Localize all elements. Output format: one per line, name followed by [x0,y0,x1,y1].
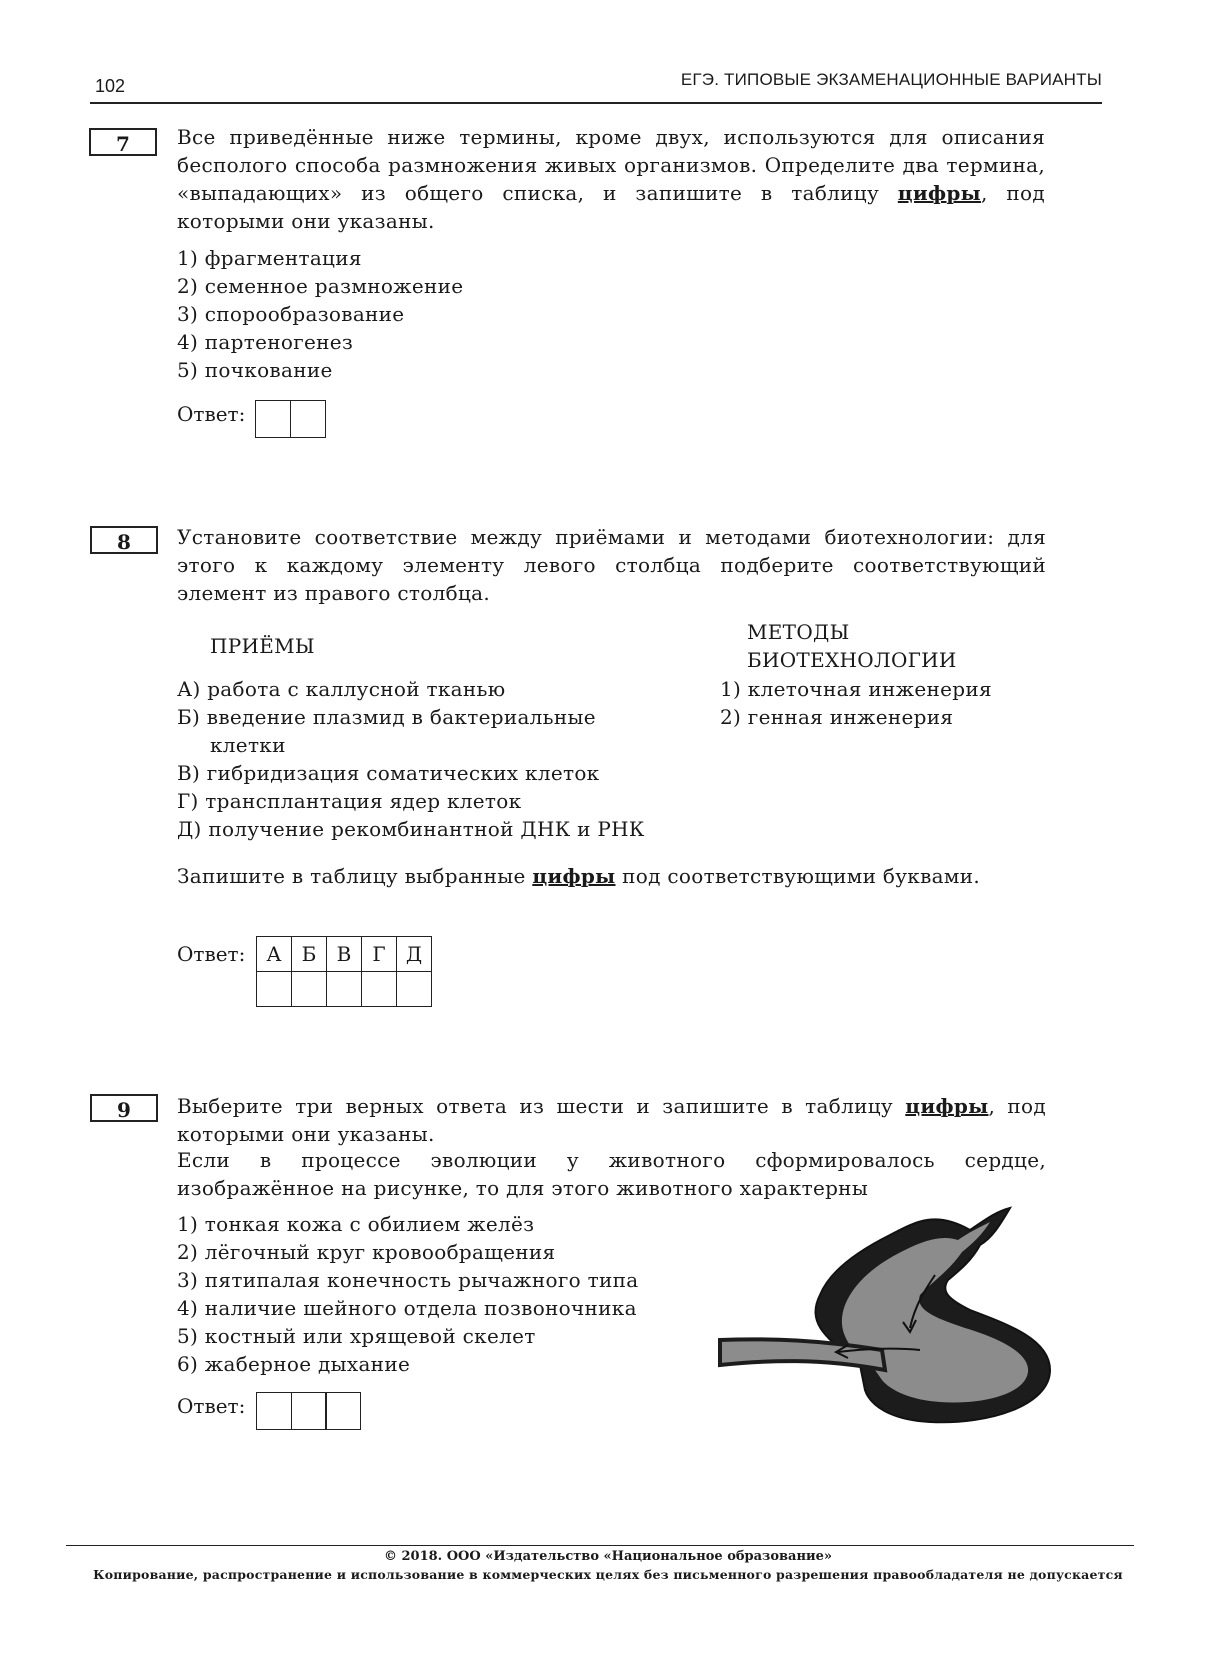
answer-cell[interactable] [397,972,432,1007]
answer-cell[interactable] [325,1392,361,1430]
left-item: Г) трансплантация ядер клеток [177,789,522,813]
right-item: 1) клеточная инженерия [720,677,992,701]
answer-cell[interactable] [362,972,397,1007]
answer-cell[interactable] [292,972,327,1007]
task-7-text-emphasis: цифры [897,181,981,205]
right-column-header [747,618,957,674]
footer-notice: Копирование, распространение и использование в коммерческих целях без письменного разрешения правообладателя не допускается [93,1567,1123,1582]
task-9-text-part: , под которыми они указаны. [177,1094,1047,1146]
fish-heart-illustration [710,1200,1070,1435]
task-9-text-emphasis: цифры [905,1094,989,1118]
task-9-answer-label: Ответ: [177,1394,246,1418]
right-header-line: БИОТЕХНОЛОГИИ [747,648,957,672]
option-item: 4) партеногенез [177,330,354,354]
answer-cell[interactable] [290,400,326,438]
option-item: 6) жаберное дыхание [177,1352,411,1376]
instruction-part: Запишите в таблицу выбранные [177,864,533,888]
right-column-items [720,675,992,731]
option-item: 4) наличие шейного отдела позвоночника [177,1296,637,1320]
answer-cell[interactable] [327,972,362,1007]
left-item: Б) введение плазмид в бактериальные [177,705,596,729]
option-item: 2) лёгочный круг кровообращения [177,1240,556,1264]
task-7-text-part: Все приведённые ниже термины, кроме двух, используются для описания бесполого способа размножения живых организмов. Определите два термина, «выпадающих» из общего списка, и запишите в таблицу [177,125,1045,205]
option-item: 2) семенное размножение [177,274,464,298]
left-column-items [177,675,645,843]
option-item: 1) тонкая кожа с обилием желёз [177,1212,535,1236]
running-header: ЕГЭ. ТИПОВЫЕ ЭКЗАМЕНАЦИОННЫЕ ВАРИАНТЫ [680,70,1102,89]
left-item: Д) получение рекомбинантной ДНК и РНК [177,817,645,841]
table-header-row [257,937,432,972]
task-9-answer-cells[interactable] [256,1392,361,1430]
left-item-continuation: клетки [210,733,286,757]
task-7-text-part: , под которыми они указаны. [177,181,1045,233]
option-item: 5) почкование [177,358,333,382]
table-letter: Б [292,937,327,972]
table-letter: Д [397,937,432,972]
answer-cell[interactable] [291,1392,327,1430]
task-7-number: 7 [89,128,157,156]
task-9-text [177,1092,1046,1148]
option-item: 3) пятипалая конечность рычажного типа [177,1268,639,1292]
task-8-number: 8 [90,526,158,554]
table-letter: В [327,937,362,972]
header-divider [90,102,1102,104]
task-7-answer-cells[interactable] [255,400,326,438]
table-answer-row [257,972,432,1007]
left-item: В) гибридизация соматических клеток [177,761,600,785]
option-item: 5) костный или хрящевой скелет [177,1324,536,1348]
page-number: 102 [95,76,126,96]
answer-cell[interactable] [256,1392,292,1430]
footer-divider [66,1545,1134,1546]
task-8-instruction [177,862,980,890]
table-letter: А [257,937,292,972]
task-9-text-part: Выберите три верных ответа из шести и запишите в таблицу [177,1094,906,1118]
task-9-number: 9 [90,1094,158,1122]
right-item: 2) генная инженерия [720,705,954,729]
option-item: 1) фрагментация [177,246,362,270]
task-7-options [177,244,463,384]
instruction-part: под соответствующими буквами. [615,864,981,888]
right-header-line: МЕТОДЫ [747,620,850,644]
task-7-answer-label: Ответ: [177,402,246,426]
option-item: 3) спорообразование [177,302,405,326]
task-7-text [177,123,1045,235]
table-letter: Г [362,937,397,972]
task-9-options [177,1210,638,1378]
instruction-emphasis: цифры [532,864,616,888]
answer-cell[interactable] [257,972,292,1007]
task-8-answer-label: Ответ: [177,942,246,966]
left-column-header: ПРИЁМЫ [210,634,315,658]
task-8-answer-table [256,936,432,1007]
footer-copyright: © 2018. ООО «Издательство «Национальное образование» [383,1549,833,1564]
task-9-question: Если в процессе эволюции у животного сформировалось сердце, изображённое на рисунке, то для этого животного характерны [177,1148,1046,1200]
answer-cell[interactable] [255,400,291,438]
left-item: А) работа с каллусной тканью [177,677,506,701]
task-8-intro: Установите соответствие между приёмами и методами биотехнологии: для этого к каждому элементу левого столбца подберите соответствующий элемент из правого столбца. [177,525,1046,605]
